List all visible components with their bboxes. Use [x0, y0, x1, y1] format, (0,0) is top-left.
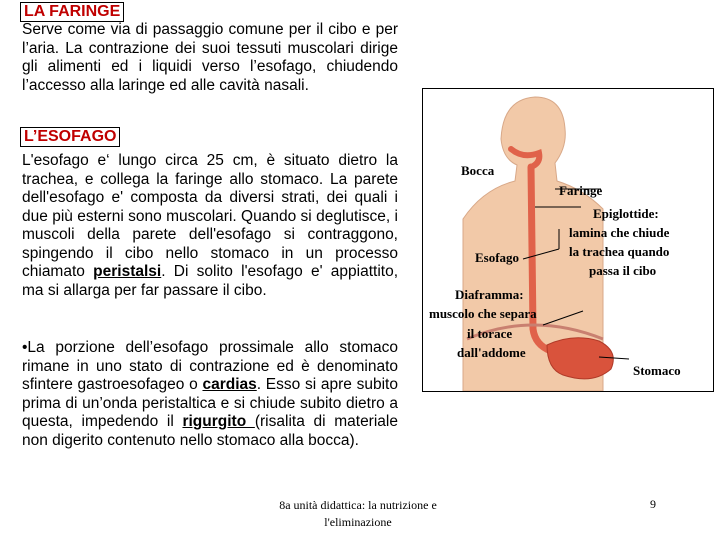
term-rigurgito: rigurgito [182, 413, 255, 430]
page-number: 9 [650, 497, 656, 511]
label-epiglottide-4: passa il cibo [589, 263, 657, 278]
label-epiglottide-1: Epiglottide: [593, 206, 659, 221]
label-diaframma-1: Diaframma: [455, 287, 524, 302]
faringe-title: LA FARINGE [20, 2, 124, 22]
label-diaframma-3: il torace [467, 326, 513, 341]
term-cardias: cardias [202, 376, 257, 393]
footer-caption [258, 497, 458, 531]
digestive-figure [422, 88, 714, 392]
label-diaframma-2: muscolo che separa [429, 306, 537, 321]
label-bocca: Bocca [461, 163, 495, 178]
esofago-paragraph-2 [22, 339, 398, 450]
footer-line-1: 8a unità didattica: la nutrizione e [279, 498, 437, 512]
faringe-text: Serve come via di passaggio comune per il cibo e per l’aria. La contrazione dei suoi tessuti muscolari dirige gli alimenti ed i liquidi verso l’esofago, chiudendo l’accesso alla laringe ed alle cavità nasali. [22, 21, 398, 94]
esofago-text-1a: L'esofago e‘ lungo circa 25 cm, è situato dietro la trachea, e collega la faringe allo stomaco. La parete dell'esofago e' composta da diversi strati, dei quali i due più esterni sono muscolari. Quando si deglutisce, i muscoli della parete dell'esofago si contraggono, spingendo il cibo nello stomaco in un processo chiamato [22, 152, 398, 280]
esofago-text-2b: . Esso si apre subito prima di un’onda peristaltica e si chiude subito dietro a questa, impedendo il [22, 376, 398, 430]
label-diaframma-4: dall'addome [457, 345, 526, 360]
esofago-text-2c: (risalita di materiale non digerito contenuto nello stomaco alla bocca). [22, 413, 398, 449]
label-faringe: Faringe [559, 183, 603, 198]
footer-line-2: l'eliminazione [324, 515, 392, 529]
label-epiglottide-3: la trachea quando [569, 244, 670, 259]
esofago-text-1b: . Di solito l'esofago e' appiattito, ma si allarga per far passare il cibo. [22, 263, 398, 299]
esofago-paragraph-1 [22, 152, 398, 300]
label-esofago: Esofago [475, 250, 520, 265]
term-peristalsi: peristalsi [93, 263, 162, 280]
esofago-text-2a: •La porzione dell’esofago prossimale allo stomaco rimane in uno stato di contrazione ed è denominato sfintere gastroesofageo o [22, 339, 398, 393]
digestive-illustration [423, 89, 713, 391]
label-epiglottide-2: lamina che chiude [569, 225, 670, 240]
label-stomaco: Stomaco [633, 363, 681, 378]
esofago-title: L’ESOFAGO [20, 127, 120, 147]
